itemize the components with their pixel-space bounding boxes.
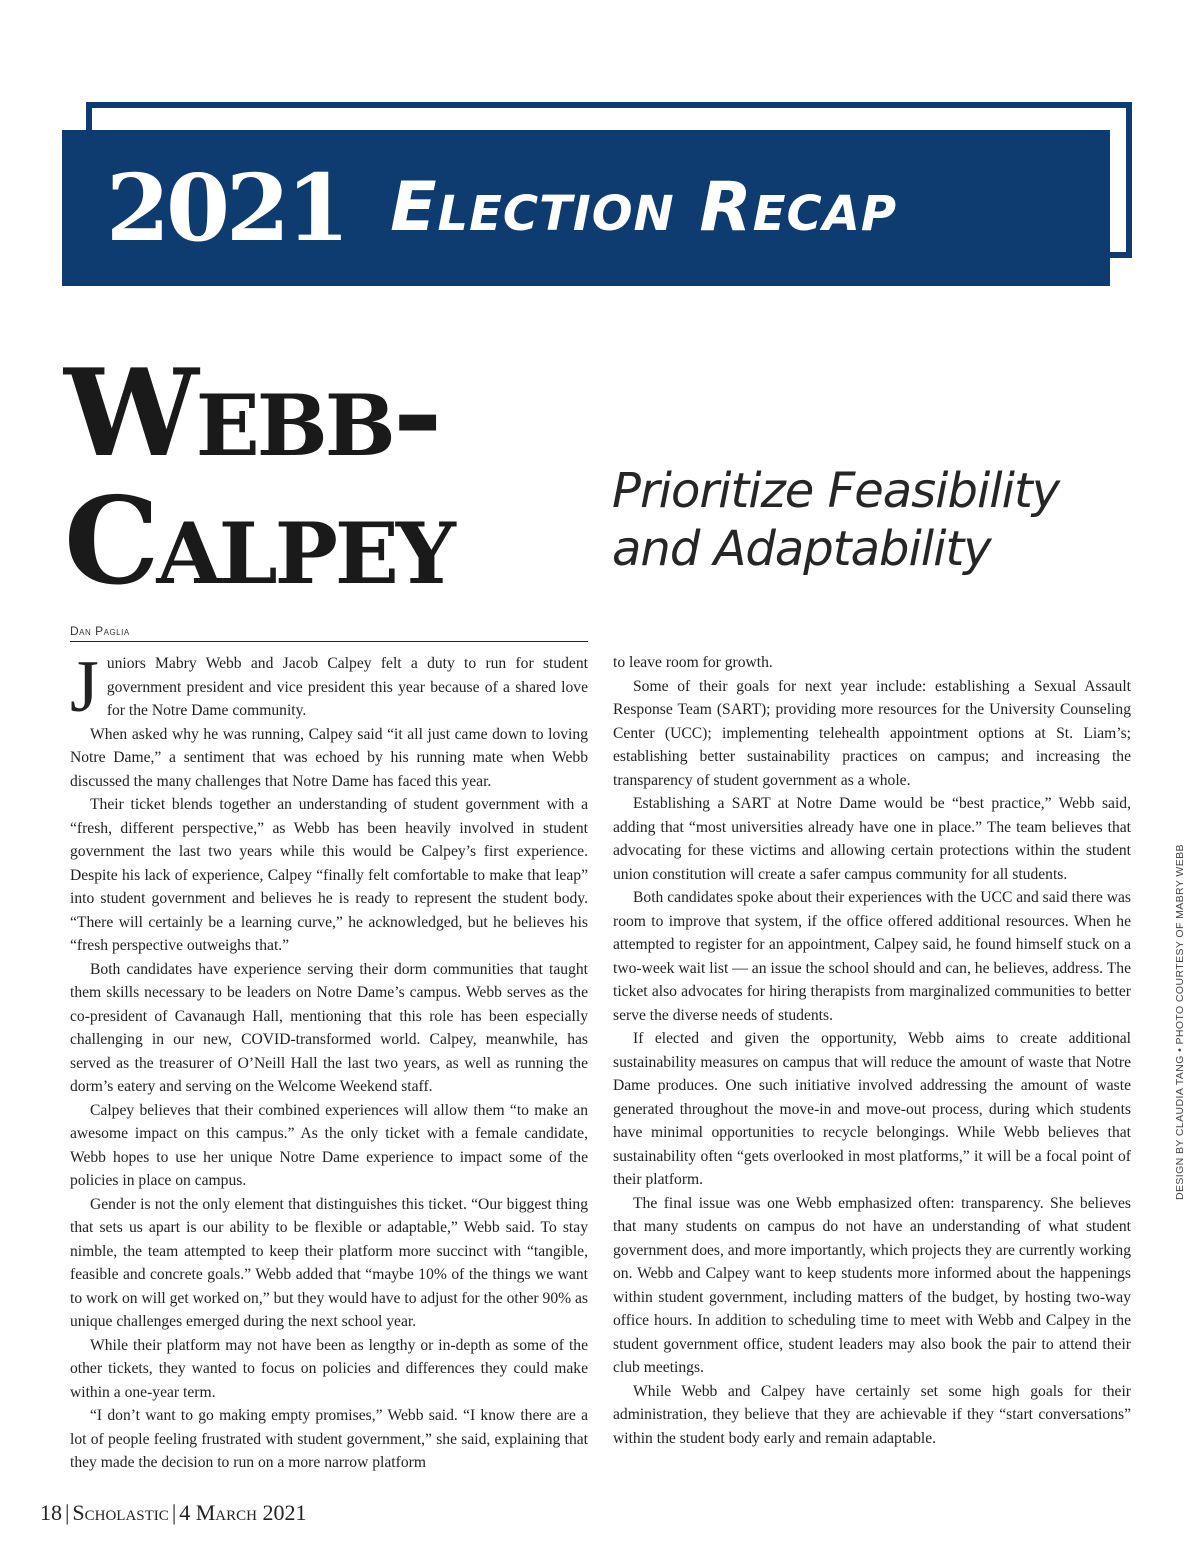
banner [62,130,1110,286]
article-paragraph: While Webb and Calpey have certainly set some high goals for their administration, they believe that they are achievable if they “start conversations” within the student body early and remain adaptable. [613,1382,1131,1447]
subtitle [612,462,1172,578]
article-paragraph: Both candidates have experience serving their dorm communities that taught them skills necessary to be leaders on Notre Dame’s campus. Webb serves as the co-president of Cavanaugh Hall, mentioning that this role has been especially challenging in our new, COVID-transformed world. Calpey, meanwhile, has served as the treasurer of O’Neill Hall the last two years, as well as running the dorm’s eatery and serving on the Welcome Weekend staff. [70,960,588,1095]
article-column-right [613,651,1131,1450]
article-paragraph: Some of their goals for next year include: establishing a Sexual Assault Response Team (SART); providing more resources for the University Counseling Center (UCC); implementing telehealth appointment options at St. Liam’s; establishing better sustainability practices on campus; and increasing the transparency of student government as a whole. [613,677,1131,789]
byline: Dan Paglia [70,624,588,642]
article-paragraph: Establishing a SART at Notre Dame would be “best practice,” Webb said, adding that “most universities already have one in place.” The team believes that advocating for these victims and allowing certain protections within the student union constitution will create a safer campus community for all students. [613,795,1131,883]
footer-divider: | [65,1500,70,1525]
issue-date: 4 March 2021 [179,1500,307,1525]
article-paragraph: Gender is not the only element that distinguishes this ticket. “Our biggest thing that sets us apart is our ability to be flexible or adaptable,” Webb said. To stay nimble, the team attempted to keep their platform more succinct with “tangible, feasible and concrete goals.” Webb added that “maybe 10% of the things we want to work on will get worked on,” but they would have to adjust for the other 90% as unique challenges emerged during the next school year. [70,1195,588,1330]
headline [64,343,604,612]
article-paragraph: Their ticket blends together an understanding of student government with a “fresh, different perspective,” as Webb has been heavily involved in student government the last two years while this would be Calpey’s first experience. Despite his lack of experience, Calpey “finally felt comfortable to make that leap” into student government and believes he is ready to represent the student body. “There will certainly be a learning curve,” he acknowledged, but he believes his “fresh perspective outweighs that.” [70,796,588,954]
subtitle-line-2: and Adaptability [612,521,991,577]
headline-line-2: Calpey [64,471,453,612]
drop-cap: J [70,646,99,728]
article-paragraph: While their platform may not have been as lengthy or in-depth as some of the other tickets, they wanted to focus on policies and differences they could make within a one-year term. [70,1336,588,1401]
publication-name: Scholastic [72,1500,169,1525]
article-paragraph: The final issue was one Webb emphasized often: transparency. She believes that many students on campus do not have an understanding of what student government does, and more importantly, which projects they are currently working on. Webb and Calpey want to keep students more informed about the happenings within student government, including matters of the budget, by hosting two-way office hours. In addition to scheduling time to meet with Webb and Calpey in the student government office, student leaders may also book the pair to attend their club meetings. [613,1194,1131,1376]
banner-title: Election Recap [390,168,898,247]
article-paragraph: Both candidates spoke about their experiences with the UCC and said there was room to improve that system, if the office offered additional resources. When he attempted to register for an appointment, Calpey said, he found himself stuck on a two-week wait list — an issue the school should and can, he believes, address. The ticket also advocates for hiring therapists from marginalized communities to better serve the diverse needs of students. [613,889,1131,1024]
subtitle-line-1: Prioritize Feasibility [612,463,1060,519]
footer-divider: | [171,1500,177,1525]
article-paragraph: to leave room for growth. [613,654,773,671]
page-number: 18 [40,1500,62,1525]
headline-line-1: Webb- [64,343,440,484]
banner-year: 2021 [106,154,347,262]
article-paragraph: Juniors Mabry Webb and Jacob Calpey felt a duty to run for student government president and vice president this year because of a shared love for the Notre Dame community. [70,646,588,728]
article-paragraph: “I don’t want to go making empty promises,” Webb said. “I know there are a lot of people feeling frustrated with student government,” she said, explaining that they made the decision to run on a more narrow platform [70,1407,588,1471]
article-paragraph: If elected and given the opportunity, Webb aims to create additional sustainability measures on campus that will reduce the amount of waste that Notre Dame produces. One such initiative involved addressing the amount of waste generated throughout the move-in and move-out process, during which students have minimal opportunities to recycle belongings. While Webb believes that sustainability often “gets overlooked in most platforms,” it will be a focal point of their platform. [613,1030,1131,1188]
page-footer [40,1500,306,1526]
photo-credit: DESIGN BY CLAUDIA TANG • PHOTO COURTESY OF MABRY WEBB [1174,844,1186,1200]
article-column-left [70,646,588,1475]
article-paragraph: When asked why he was running, Calpey said “it all just came down to loving Notre Dame,” a sentiment that was echoed by his running mate when Webb discussed the many challenges that Notre Dame has faced this year. [70,725,588,790]
article-paragraph: Calpey believes that their combined experiences will allow them “to make an awesome impact on this campus.” As the only ticket with a female candidate, Webb hopes to use her unique Notre Dame experience to impact some of the policies in place on campus. [70,1101,588,1189]
